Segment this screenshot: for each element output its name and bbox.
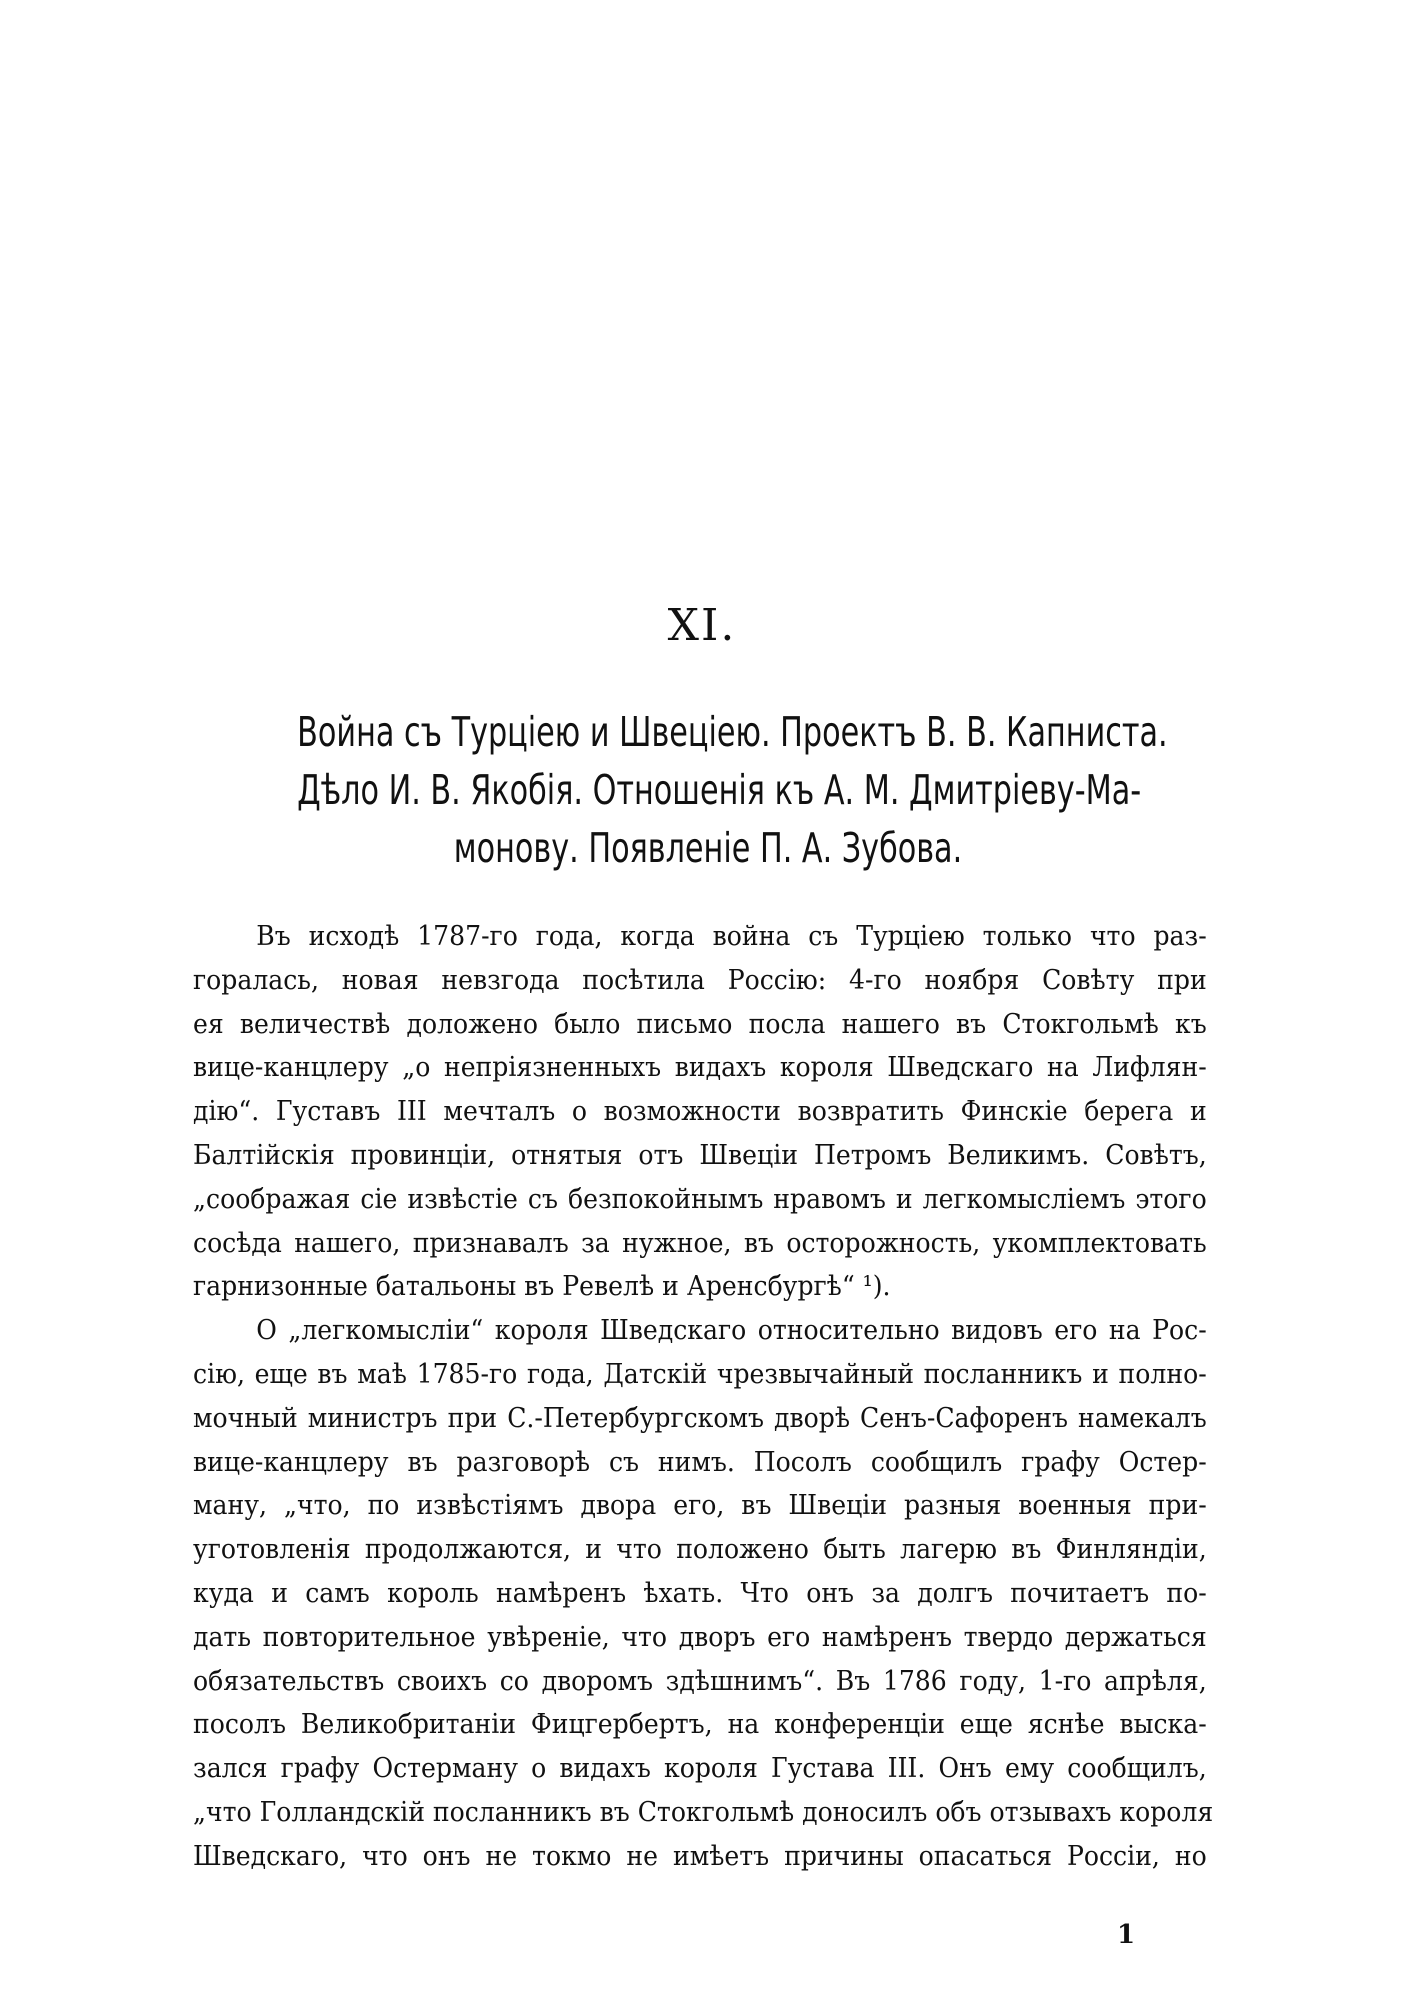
text-line: куда и самъ король намѣренъ ѣхать. Что онъ за долгъ почитаетъ по-: [193, 1577, 1207, 1609]
page-number: 1: [1117, 1920, 1136, 1950]
text-line: мочный министръ при С.-Петербургскомъ дворѣ Сенъ-Сафоренъ намекалъ: [193, 1402, 1207, 1434]
text-line: О „легкомысліи“ короля Шведскаго относительно видовъ его на Рос-: [256, 1315, 1207, 1347]
text-line: дію“. Густавъ III мечталъ о возможности возвратить Финскіе берега и: [193, 1096, 1207, 1128]
text-line: обязательствъ своихъ со дворомъ здѣшнимъ“. Въ 1786 году, 1-го апрѣля,: [193, 1665, 1207, 1697]
body-text: [193, 915, 1214, 1879]
text-line: „что Голландскій посланникъ въ Стокгольмѣ доносилъ объ отзывахъ короля: [193, 1796, 1214, 1828]
text-line: сію, еще въ маѣ 1785-го года, Датскій чрезвычайный посланникъ и полно-: [193, 1358, 1207, 1390]
text-line: зался графу Остерману о видахъ короля Густава III. Онъ ему сообщилъ,: [193, 1753, 1207, 1785]
text-line: посолъ Великобританіи Фицгербертъ, на конференціи еще яснѣе выска-: [193, 1709, 1207, 1741]
chapter-title-line: Война съ Турціею и Швеціею. Проектъ В. В. Капниста.: [297, 708, 1168, 756]
text-line: „соображая сіе извѣстіе съ безпокойнымъ нравомъ и легкомысліемъ этого: [193, 1183, 1207, 1215]
chapter-title-line: монову. Появленіе П. А. Зубова.: [453, 824, 963, 872]
text-line: ману, „что, по извѣстіямъ двора его, въ Швеціи разныя военныя при-: [193, 1490, 1207, 1522]
text-line: ея величествѣ доложено было письмо посла нашего въ Стокгольмѣ къ: [193, 1008, 1207, 1040]
chapter-title: [297, 703, 1168, 877]
text-line: Шведскаго, что онъ не токмо не имѣетъ причины опасаться Россіи, но: [193, 1840, 1207, 1872]
text-line: дать повторительное увѣреніе, что дворъ его намѣренъ твердо держаться: [193, 1621, 1207, 1653]
text-line: Въ исходѣ 1787-го года, когда война съ Турціею только что раз-: [256, 921, 1207, 952]
text-line: уготовленія продолжаются, и что положено быть лагерю въ Финляндіи,: [193, 1534, 1207, 1566]
text-line: горалась, новая невзгода посѣтила Россію: 4-го ноября Совѣту при: [193, 964, 1207, 996]
text-line: вице-канцлеру „о непріязненныхъ видахъ короля Шведскаго на Лифлян-: [193, 1052, 1207, 1084]
chapter-title-line: Дѣло И. В. Якобія. Отношенія къ А. М. Дмитріеву-Ма-: [297, 766, 1142, 814]
text-line: сосѣда нашего, признавалъ за нужное, въ осторожность, укомплектовать: [193, 1227, 1207, 1259]
text-line: гарнизонные батальоны въ Ревелѣ и Аренсбургѣ“ ¹).: [193, 1271, 891, 1303]
text-line: вице-канцлеру въ разговорѣ съ нимъ. Посолъ сообщилъ графу Остер-: [193, 1446, 1207, 1478]
text-line: Балтійскія провинціи, отнятыя отъ Швеціи Петромъ Великимъ. Совѣтъ,: [193, 1139, 1207, 1171]
chapter-number: XI.: [667, 600, 737, 651]
